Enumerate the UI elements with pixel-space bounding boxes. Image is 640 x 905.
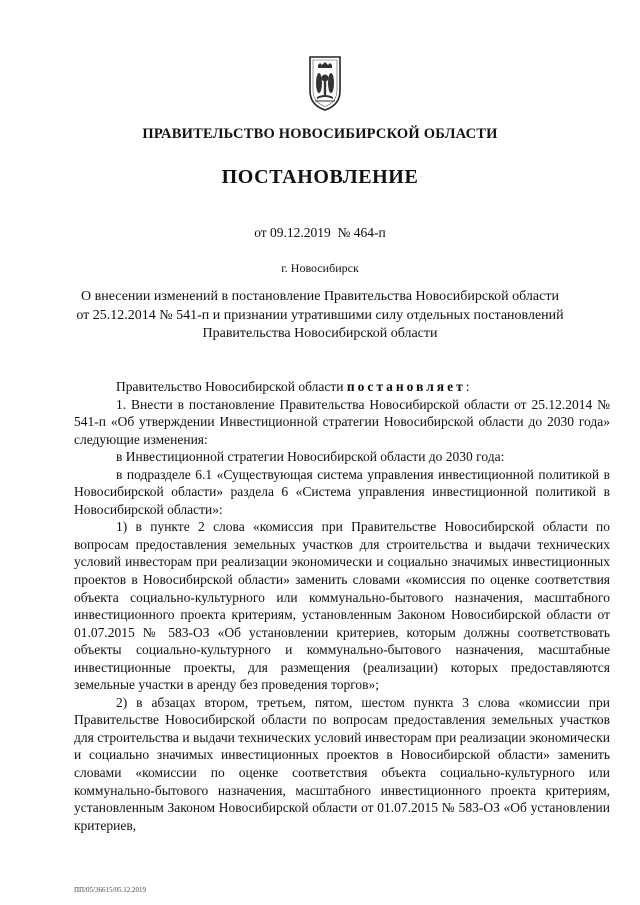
coat-of-arms-icon xyxy=(305,53,345,113)
paragraph-5: 2) в абзацах втором, третьем, пятом, шестом пункта 3 слова «комиссии при Правительстве Новосибирской области по вопросам предоставления земельных участков для строительства и выдачи технических условий инвесторам при реализации экономически и социально значимых инвестиционных проектов в Новосибирской области» заменить словами «комиссии по оценке соответствия объекта социально-культурного или коммунально-бытового назначения, масштабного инвестиционного проекта критериям, установленным Законом Новосибирской области от 01.07.2015 № 583-ОЗ «Об установлении критериев, xyxy=(74,694,610,833)
intro-suffix: : xyxy=(465,379,470,394)
document-type-title: ПОСТАНОВЛЕНИЕ xyxy=(221,166,419,188)
subject-line: О внесении изменений в постановление Правительства Новосибирской области xyxy=(81,289,559,304)
subject-line: Правительства Новосибирской области xyxy=(202,326,438,341)
city-line: г. Новосибирск xyxy=(281,261,359,275)
paragraph-4: 1) в пункте 2 слова «комиссия при Правительстве Новосибирской области по вопросам предоставления земельных участков для строительства и выдачи технических условий инвесторам при реализации экономически и социально значимых инвестиционных проектов в Новосибирской области» заменить словами «комиссия по оценке соответствия объекта социально-культурного или коммунально-бытового назначения, масштабного инвестиционного проекта критериям, установленным Законом Новосибирской области от 01.07.2015 № 583-ОЗ «Об установлении критериев, которым должны соответствовать объекты социально-культурного и коммунально-бытового назначения, масштабные инвестиционные проекты, для размещения (реализации) которых предоставляются земельные участки в аренду без проведения торгов»; xyxy=(74,519,610,693)
intro-verb: постановляет xyxy=(346,379,466,394)
footer-code: ПП/05/36615/05.12.2019 xyxy=(74,886,146,894)
paragraph-3: в подразделе 6.1 «Существующая система управления инвестиционной политикой в Новосибирской области» раздела 6 «Система управления инвестиционной политикой в Новосибирской области»: xyxy=(74,466,610,517)
subject-line: от 25.12.2014 № 541-п и признании утратившими силу отдельных постановлений xyxy=(76,307,564,323)
date-number-line: от 09.12.2019 № 464-п xyxy=(254,225,386,240)
document-body xyxy=(74,378,610,834)
document-subject xyxy=(60,288,580,344)
intro-prefix: Правительство Новосибирской области xyxy=(116,379,347,394)
paragraph-1: 1. Внести в постановление Правительства Новосибирской области от 25.12.2014 № 541-п «Об утверждении Инвестиционной стратегии Новосибирской области до 2030 года» следующие изменения: xyxy=(74,396,610,447)
organization-title: ПРАВИТЕЛЬСТВО НОВОСИБИРСКОЙ ОБЛАСТИ xyxy=(142,126,498,142)
paragraph-2: в Инвестиционной стратегии Новосибирской области до 2030 года: xyxy=(116,449,505,465)
intro-paragraph xyxy=(74,378,610,396)
